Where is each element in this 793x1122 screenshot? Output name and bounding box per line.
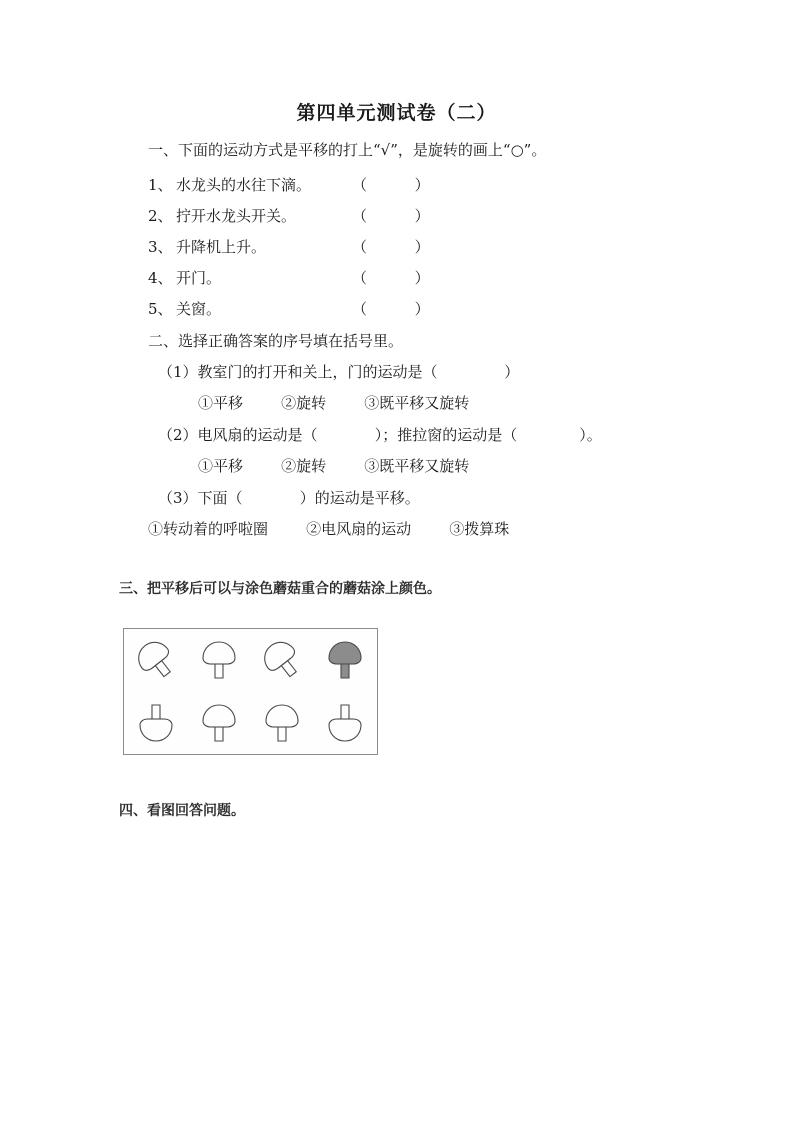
mushroom-6[interactable] [193, 694, 245, 752]
mushroom-upright-icon [199, 701, 239, 745]
section-one-item-3-text: 升降机上升。 [176, 238, 267, 256]
section-one-item-4-blank[interactable]: （ ） [352, 269, 430, 287]
mushroom-3[interactable] [256, 631, 308, 689]
mushroom-inverted-icon [325, 701, 365, 745]
section-three-heading: 三、把平移后可以与涂色蘑菇重合的蘑菇涂上颜色。 [119, 581, 441, 597]
mushroom-rotated-icon [126, 631, 185, 690]
section-two-question-2-options[interactable]: ①平移 ②旋转 ③既平移又旋转 [198, 457, 470, 475]
mushroom-upright-icon [199, 638, 239, 682]
mushroom-4-shaded[interactable] [319, 631, 371, 689]
section-four-heading: 四、看图回答问题。 [119, 803, 245, 819]
section-one-item-5-text: 关窗。 [176, 300, 222, 318]
mushroom-7[interactable] [256, 694, 308, 752]
mushroom-inverted-icon [136, 701, 176, 745]
mushroom-1[interactable] [130, 631, 182, 689]
section-one-item-1-number: 1、 [148, 176, 173, 194]
section-one-item-3-number: 3、 [148, 238, 173, 256]
section-one-item-3-blank[interactable]: （ ） [352, 238, 430, 256]
mushroom-5[interactable] [130, 694, 182, 752]
section-one-item-2-text: 拧开水龙头开关。 [176, 207, 297, 225]
page-title: 第四单元测试卷（二） [296, 102, 497, 124]
section-two-heading: 二、选择正确答案的序号填在括号里。 [148, 332, 404, 350]
mushroom-rotated-icon [253, 631, 312, 690]
mushroom-figure [123, 628, 378, 755]
mushroom-shaded-icon [325, 638, 365, 682]
section-two-question-3-options[interactable]: ①转动着的呼啦圈 ②电风扇的运动 ③拨算珠 [148, 520, 510, 538]
section-one-item-1-blank[interactable]: （ ） [352, 176, 430, 194]
mushroom-8[interactable] [319, 694, 371, 752]
section-two-question-1-options[interactable]: ①平移 ②旋转 ③既平移又旋转 [198, 394, 470, 412]
section-two-question-1[interactable]: （1）教室门的打开和关上，门的运动是（ ） [158, 363, 520, 381]
section-one-item-4-number: 4、 [148, 269, 173, 287]
section-two-question-2[interactable]: （2）电风扇的运动是（ ）；推拉窗的运动是（ ）。 [158, 426, 602, 444]
section-one-item-5-blank[interactable]: （ ） [352, 300, 430, 318]
section-one-item-1-text: 水龙头的水往下滴。 [176, 176, 312, 194]
section-one-heading: 一、下面的运动方式是平移的打上“√”，是旋转的画上“○”。 [148, 141, 547, 159]
mushroom-upright-icon [262, 701, 302, 745]
section-two-question-3[interactable]: （3）下面（ ）的运动是平移。 [158, 489, 420, 507]
section-one-item-5-number: 5、 [148, 300, 173, 318]
section-one-item-2-blank[interactable]: （ ） [352, 207, 430, 225]
section-one-item-4-text: 开门。 [176, 269, 222, 287]
section-one-item-2-number: 2、 [148, 207, 173, 225]
mushroom-2[interactable] [193, 631, 245, 689]
mushroom-grid [124, 629, 377, 754]
